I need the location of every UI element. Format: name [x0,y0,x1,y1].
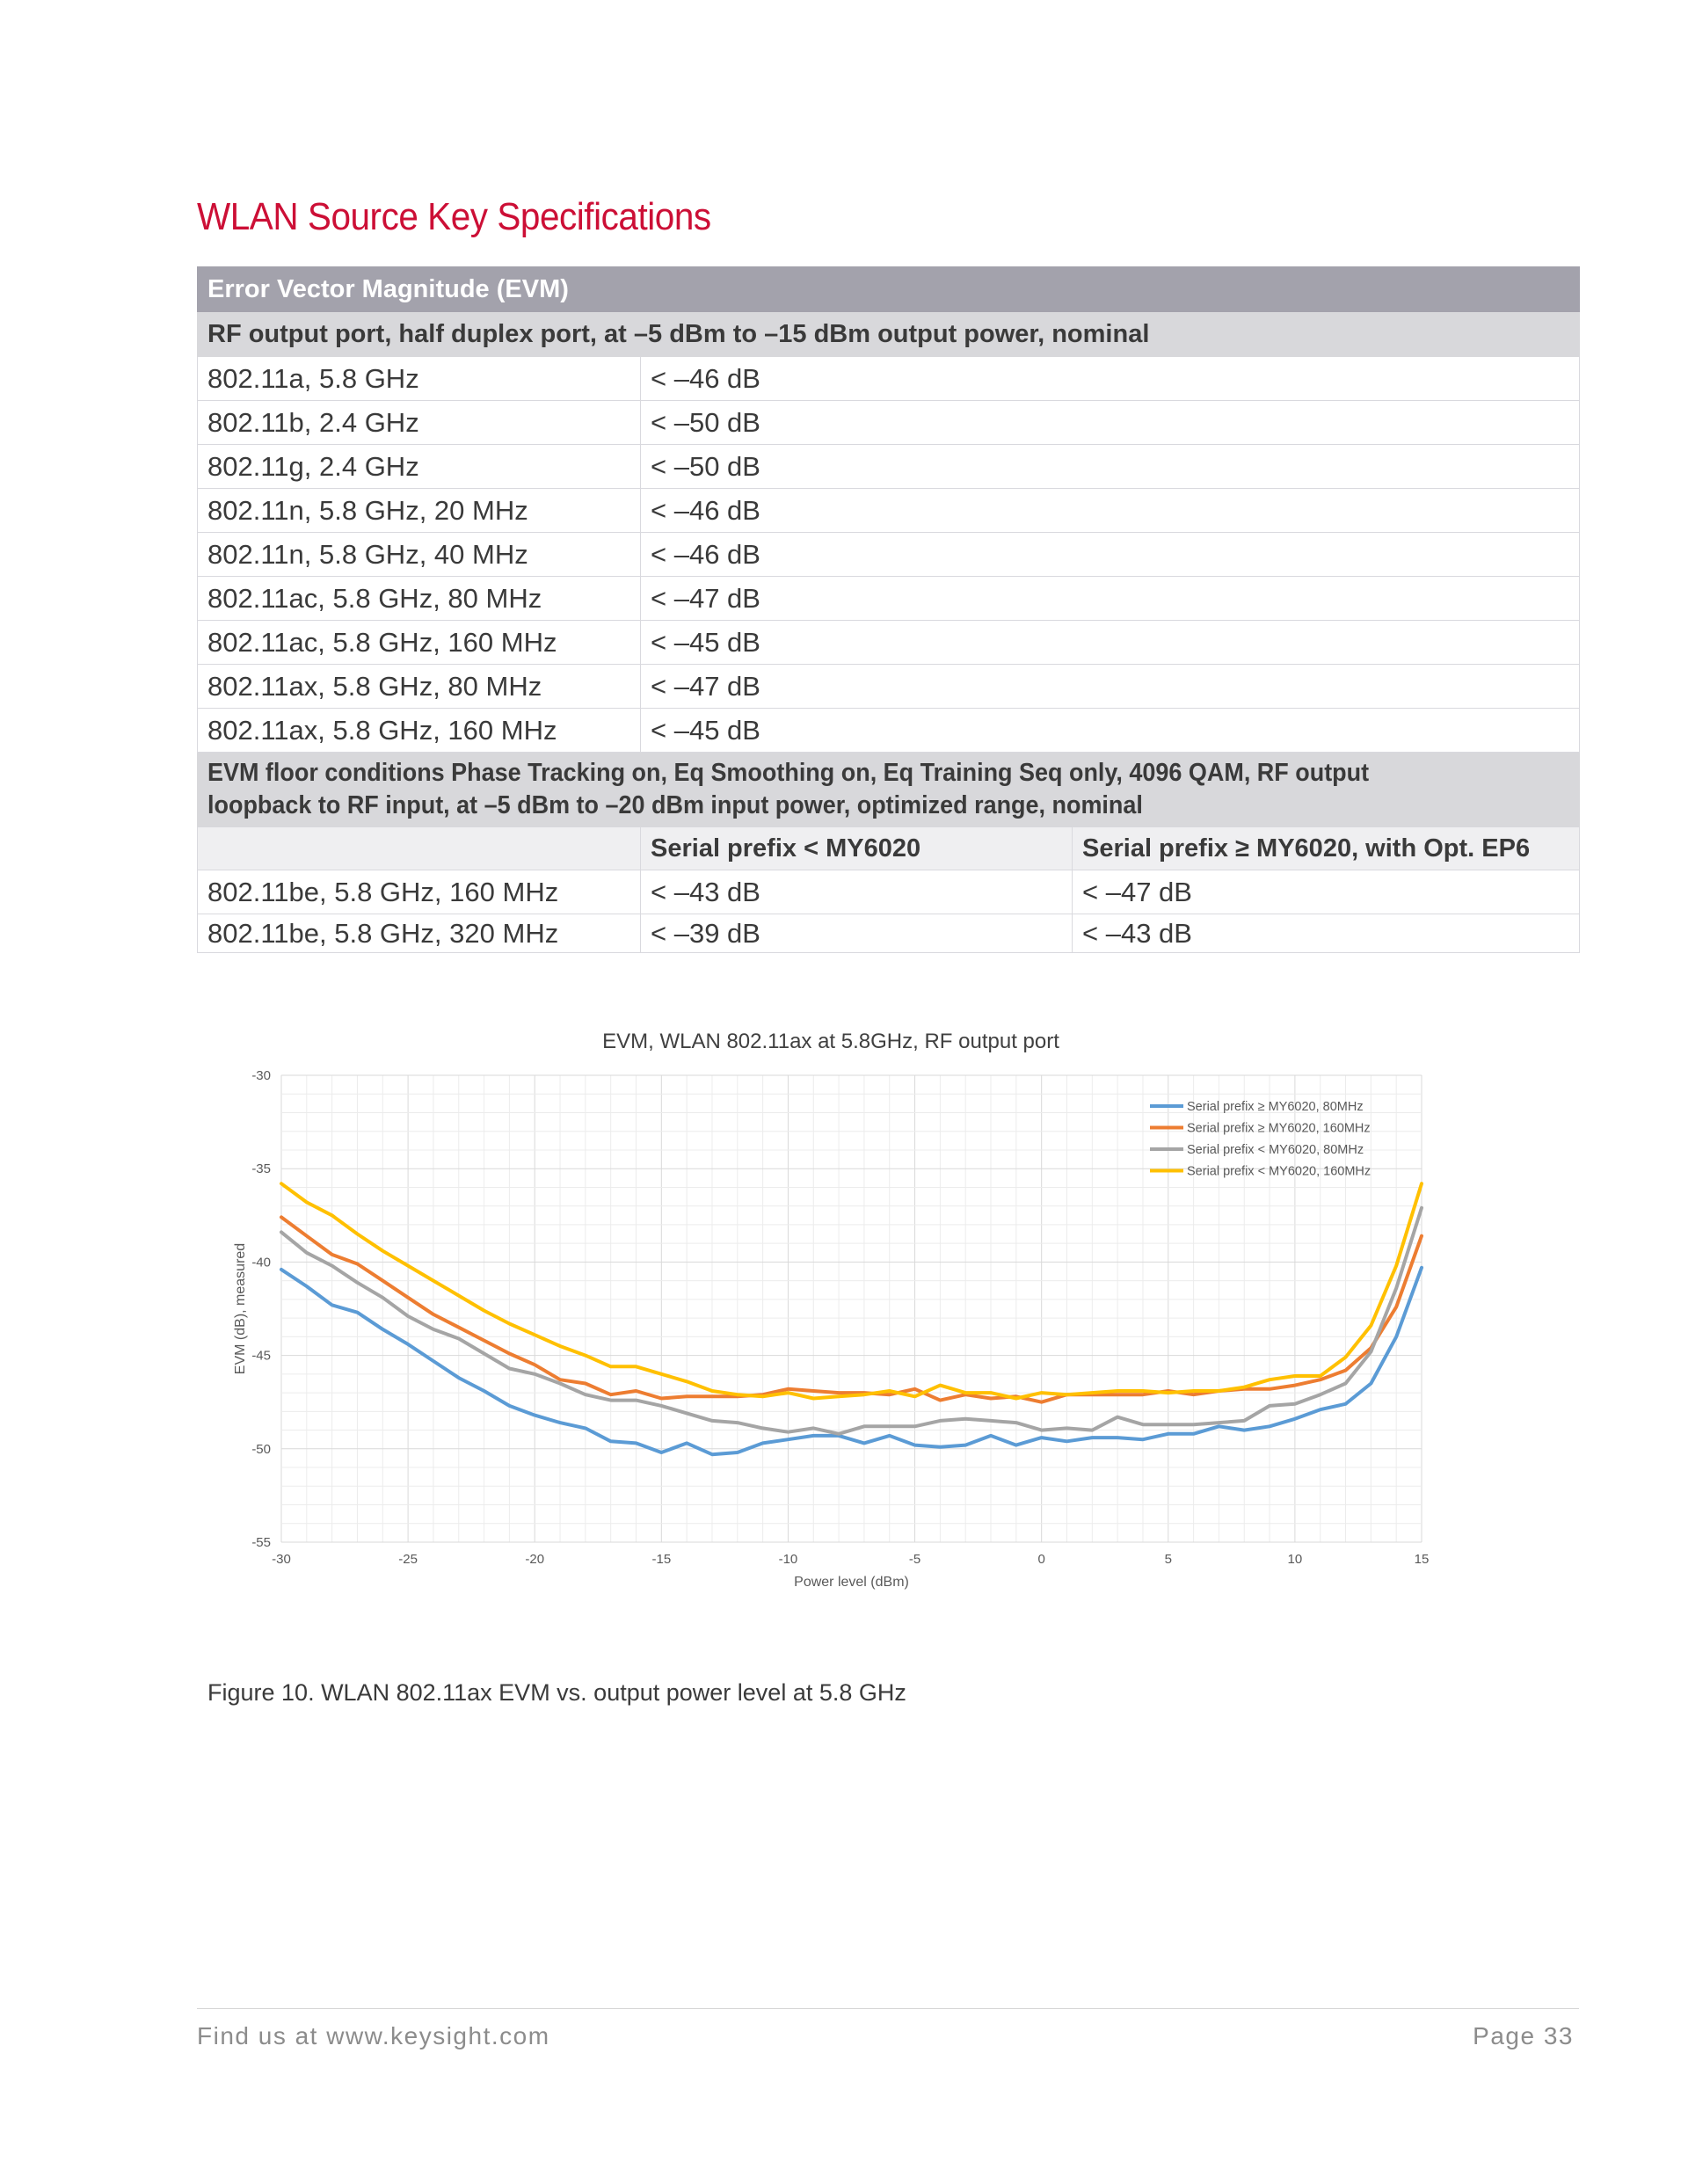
x-tick-label: 10 [1287,1552,1303,1567]
x-tick-label: -25 [398,1552,418,1567]
table-row [198,533,1580,577]
chart-svg [220,1022,1451,1593]
section-header-row [198,753,1580,827]
column-header [198,827,641,870]
y-tick-label: -45 [251,1348,271,1364]
row-value: < –39 dB [641,914,1073,953]
legend-label: Serial prefix ≥ MY6020, 160MHz [1187,1121,1371,1136]
table-row [198,914,1580,953]
column-header-row [198,827,1580,870]
column-header: Serial prefix ≥ MY6020, with Opt. EP6 [1073,827,1580,870]
row-label: 802.11g, 2.4 GHz [198,445,641,489]
y-tick-label: -35 [251,1161,271,1177]
section2-title: EVM floor conditions Phase Tracking on, Eq Smoothing on, Eq Training Seq only, 4096 QAM, RF output loopback to RF input, at –5 dBm to –20 dBm input power, optimized range, nominal [207,759,1370,819]
series-line-4 [281,1183,1422,1398]
y-tick-label: -50 [251,1441,271,1457]
table-row [198,445,1580,489]
y-tick-label: -55 [251,1535,271,1550]
chart-title: EVM, WLAN 802.11ax at 5.8GHz, RF output port [602,1030,1059,1053]
figure-caption: Figure 10. WLAN 802.11ax EVM vs. output power level at 5.8 GHz [207,1679,906,1706]
row-label: 802.11ax, 5.8 GHz, 160 MHz [198,709,641,753]
row-value: < –46 dB [641,533,1580,577]
row-value: < –45 dB [641,621,1580,665]
table-header-row [198,267,1580,312]
legend-label: Serial prefix < MY6020, 160MHz [1187,1164,1372,1179]
table-row [198,621,1580,665]
y-tick-label: -40 [251,1255,271,1270]
row-label: 802.11be, 5.8 GHz, 320 MHz [198,914,641,953]
x-tick-label: -30 [272,1552,291,1567]
row-label: 802.11be, 5.8 GHz, 160 MHz [198,870,641,914]
page-number: Page 33 [1473,2022,1574,2049]
row-value: < –47 dB [641,665,1580,709]
x-tick-label: -10 [778,1552,798,1567]
table-row [198,665,1580,709]
evm-chart [220,1022,1451,1593]
row-label: 802.11a, 5.8 GHz [198,357,641,401]
series-line-1 [281,1268,1422,1454]
x-tick-label: 15 [1414,1552,1430,1567]
table-row [198,577,1580,621]
evm-spec-table [197,266,1580,953]
row-label: 802.11ax, 5.8 GHz, 80 MHz [198,665,641,709]
row-label: 802.11b, 2.4 GHz [198,401,641,445]
page-title: WLAN Source Key Specifications [197,195,711,238]
row-label: 802.11n, 5.8 GHz, 40 MHz [198,533,641,577]
legend-label: Serial prefix ≥ MY6020, 80MHz [1187,1100,1364,1114]
table-row [198,489,1580,533]
table-header: Error Vector Magnitude (EVM) [198,267,1580,312]
row-value: < –46 dB [641,357,1580,401]
table-row [198,357,1580,401]
table-row [198,709,1580,753]
row-value: < –50 dB [641,401,1580,445]
x-tick-label: 0 [1037,1552,1045,1567]
table-row [198,870,1580,914]
row-value: < –43 dB [1073,914,1580,953]
row-label: 802.11ac, 5.8 GHz, 80 MHz [198,577,641,621]
section-header-row [198,312,1580,357]
row-value: < –50 dB [641,445,1580,489]
footer-website: Find us at www.keysight.com [197,2022,550,2049]
x-tick-label: -15 [651,1552,672,1567]
row-value: < –45 dB [641,709,1580,753]
row-value: < –43 dB [641,870,1073,914]
x-axis-label: Power level (dBm) [794,1575,909,1590]
legend-label: Serial prefix < MY6020, 80MHz [1187,1143,1364,1157]
row-label: 802.11ac, 5.8 GHz, 160 MHz [198,621,641,665]
footer-divider [197,2008,1579,2009]
table-row [198,401,1580,445]
y-tick-label: -30 [251,1068,271,1083]
row-value: < –47 dB [641,577,1580,621]
row-value: < –46 dB [641,489,1580,533]
x-tick-label: 5 [1164,1552,1172,1567]
series-line-3 [281,1208,1422,1434]
section1-title: RF output port, half duplex port, at –5 dBm to –15 dBm output power, nominal [198,312,1580,357]
column-header: Serial prefix < MY6020 [641,827,1073,870]
x-tick-label: -5 [908,1552,921,1567]
x-tick-label: -20 [525,1552,545,1567]
row-label: 802.11n, 5.8 GHz, 20 MHz [198,489,641,533]
row-value: < –47 dB [1073,870,1580,914]
y-axis-label: EVM (dB), measured [233,1242,248,1375]
